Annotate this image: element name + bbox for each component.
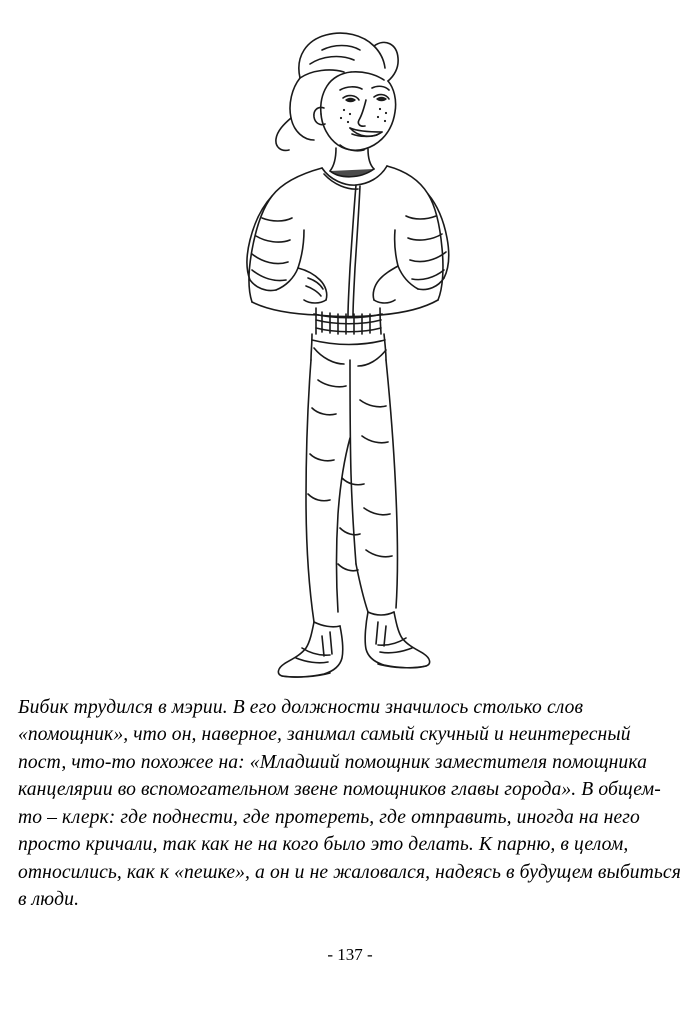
illustration-figure [0, 8, 700, 688]
page-number: - 137 - [327, 945, 373, 964]
body-paragraph: Бибик трудился в мэрии. В его должности значилось столько слов «помощник», что он, наверное, занимал самый скучный и неинтересный пост, что-то похожее на: «Младший помощник заместителя помощника канцелярии во вспомогательном звене помощников главы города». В общем-то – клерк: где поднести, где протереть, где отправить, иногда на него просто кричали, так как не на кого было это делать. К парню, в целом, относились, как к «пешке», а он и не жаловался, надеясь в будущем выбиться в люди. [18, 697, 681, 910]
line-drawing-of-standing-young-man [0, 8, 700, 688]
